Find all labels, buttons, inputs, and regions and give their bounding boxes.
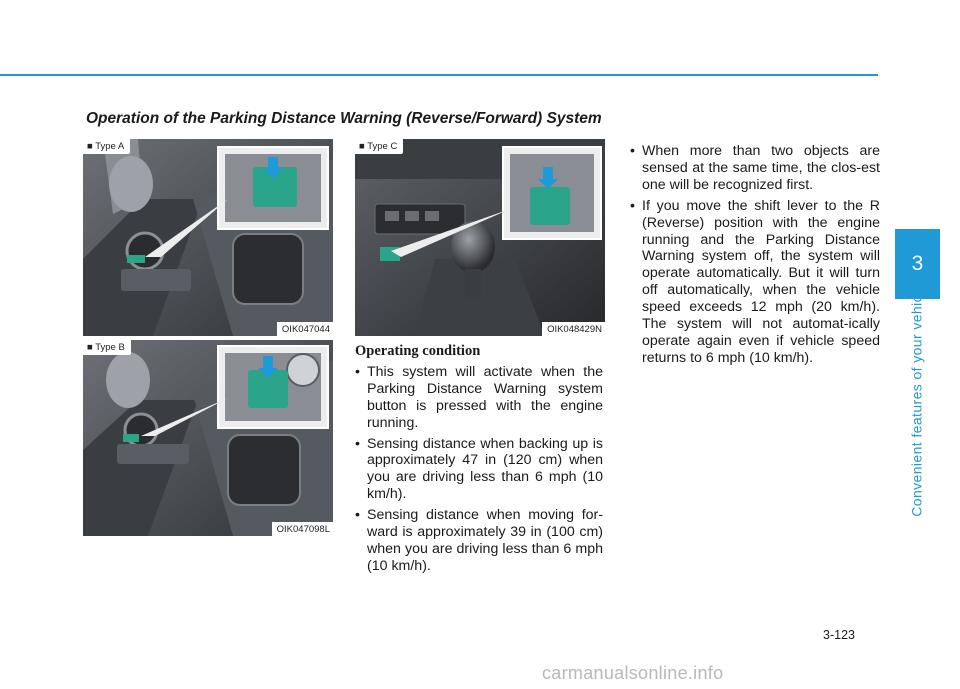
header-rule xyxy=(0,74,878,76)
console-illustration xyxy=(83,139,333,336)
section-title: Operation of the Parking Distance Warning (Reverse/Forward) System xyxy=(86,110,602,127)
right-column-list xyxy=(630,143,880,367)
list-item: • This system will activate when the Parking Distance Warning system button is pressed with the engine running. xyxy=(355,364,603,432)
figure-code: OIK048429N xyxy=(542,322,605,336)
chapter-title: Convenient features of your vehicle xyxy=(909,283,925,517)
figure-type-b xyxy=(83,340,333,536)
right-column xyxy=(630,143,880,371)
figure-type-a xyxy=(83,139,333,336)
type-label: ■ Type B xyxy=(83,340,131,355)
list-item: • Sensing distance when moving for-ward is approximately 39 in (100 cm) when you are driving less than 6 mph (10 km/h). xyxy=(355,507,603,575)
figure-code: OIK047098L xyxy=(272,522,333,536)
operating-condition-list xyxy=(355,364,603,575)
page-number: 3-123 xyxy=(823,628,855,642)
watermark: carmanualsonline.info xyxy=(542,663,724,683)
list-item: • If you move the shift lever to the R (Reverse) position with the engine running and the Parking Distance Warning system off, the system will operate automatically. But it will turn off automatically, when the vehicle speed exceeds 12 mph (20 km/h). The system will not automat-ically operate again even if vehicle speed returns to 6 mph (10 km/h). xyxy=(630,198,880,367)
chapter-number: 3 xyxy=(911,252,924,275)
operating-condition-heading: Operating condition xyxy=(355,343,481,359)
operating-condition-section xyxy=(355,343,603,579)
list-item: • Sensing distance when backing up is approximately 47 in (120 cm) when you are driving less than 6 mph (10 km/h). xyxy=(355,436,603,504)
console-illustration xyxy=(83,340,333,536)
list-item: • When more than two objects are sensed at the same time, the clos-est one will be recognized first. xyxy=(630,143,880,194)
figure-type-c xyxy=(355,139,605,336)
type-label: ■ Type A xyxy=(83,139,130,154)
type-label: ■ Type C xyxy=(355,139,403,154)
figure-code: OIK047044 xyxy=(277,322,333,336)
console-illustration xyxy=(355,139,605,336)
chapter-side-label xyxy=(896,283,938,517)
